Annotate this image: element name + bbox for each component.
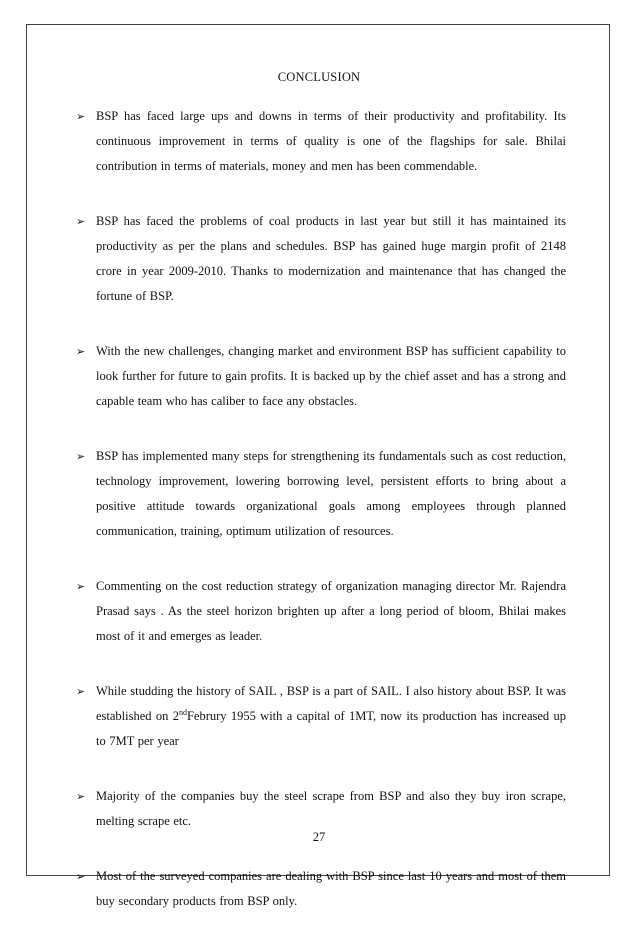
page-number: 27	[312, 830, 326, 844]
arrow-bullet-icon: ➢	[76, 685, 86, 698]
point-text: Most of the surveyed companies are dealing with BSP since last 10 years and most of them buy secondary products from BSP only.	[96, 869, 566, 908]
arrow-bullet-icon: ➢	[76, 215, 86, 228]
arrow-bullet-icon: ➢	[76, 110, 86, 123]
arrow-bullet-icon: ➢	[76, 790, 86, 803]
list-item	[76, 784, 566, 834]
point-text: Majority of the companies buy the steel scrape from BSP and also they buy iron scrape, melting scrape etc.	[96, 789, 566, 828]
arrow-bullet-icon: ➢	[76, 450, 86, 463]
arrow-bullet-icon: ➢	[76, 345, 86, 358]
list-item	[76, 209, 566, 309]
list-item	[76, 679, 566, 754]
point-text-before: While studding the history of SAIL , BSP is a part of SAIL. I also history about BSP. It was established on 2	[96, 684, 566, 723]
list-item	[76, 339, 566, 414]
point-text: BSP has faced large ups and downs in terms of their productivity and profitability. Its continuous improvement in terms of quality is one of the flagships for sale. Bhilai contribution in terms of materials, money and men has been commendable.	[96, 109, 566, 173]
point-text: BSP has implemented many steps for strengthening its fundamentals such as cost reduction, technology improvement, lowering borrowing level, persistent efforts to bring about a positive attitude towards organizational goals among employees through planned communication, training, optimum utilization of resources.	[96, 449, 566, 538]
list-item	[76, 444, 566, 544]
page-title: CONCLUSION	[277, 70, 361, 84]
point-text: BSP has faced the problems of coal products in last year but still it has maintained its productivity as per the plans and schedules. BSP has gained huge margin profit of 2148 crore in year 2009-2010. Thanks to modernization and maintenance that has changed the fortune of BSP.	[96, 214, 566, 303]
date-superscript: nd	[178, 707, 187, 717]
arrow-bullet-icon: ➢	[76, 870, 86, 883]
point-text: With the new challenges, changing market and environment BSP has sufficient capability to look further for future to gain profits. It is backed up by the chief asset and has a strong and capable team who has caliber to face any obstacles.	[96, 344, 566, 408]
arrow-bullet-icon: ➢	[76, 580, 86, 593]
point-text: Commenting on the cost reduction strategy of organization managing director Mr. Rajendra Prasad says . As the steel horizon brighten up after a long period of bloom, Bhilai makes most of it and emerges as leader.	[96, 579, 566, 643]
list-item	[76, 574, 566, 649]
list-item	[76, 864, 566, 914]
point-text-after: Februry 1955 with a capital of 1MT, now its production has increased up to 7MT per year	[96, 709, 566, 748]
list-item	[76, 104, 566, 179]
conclusion-list	[76, 104, 566, 944]
